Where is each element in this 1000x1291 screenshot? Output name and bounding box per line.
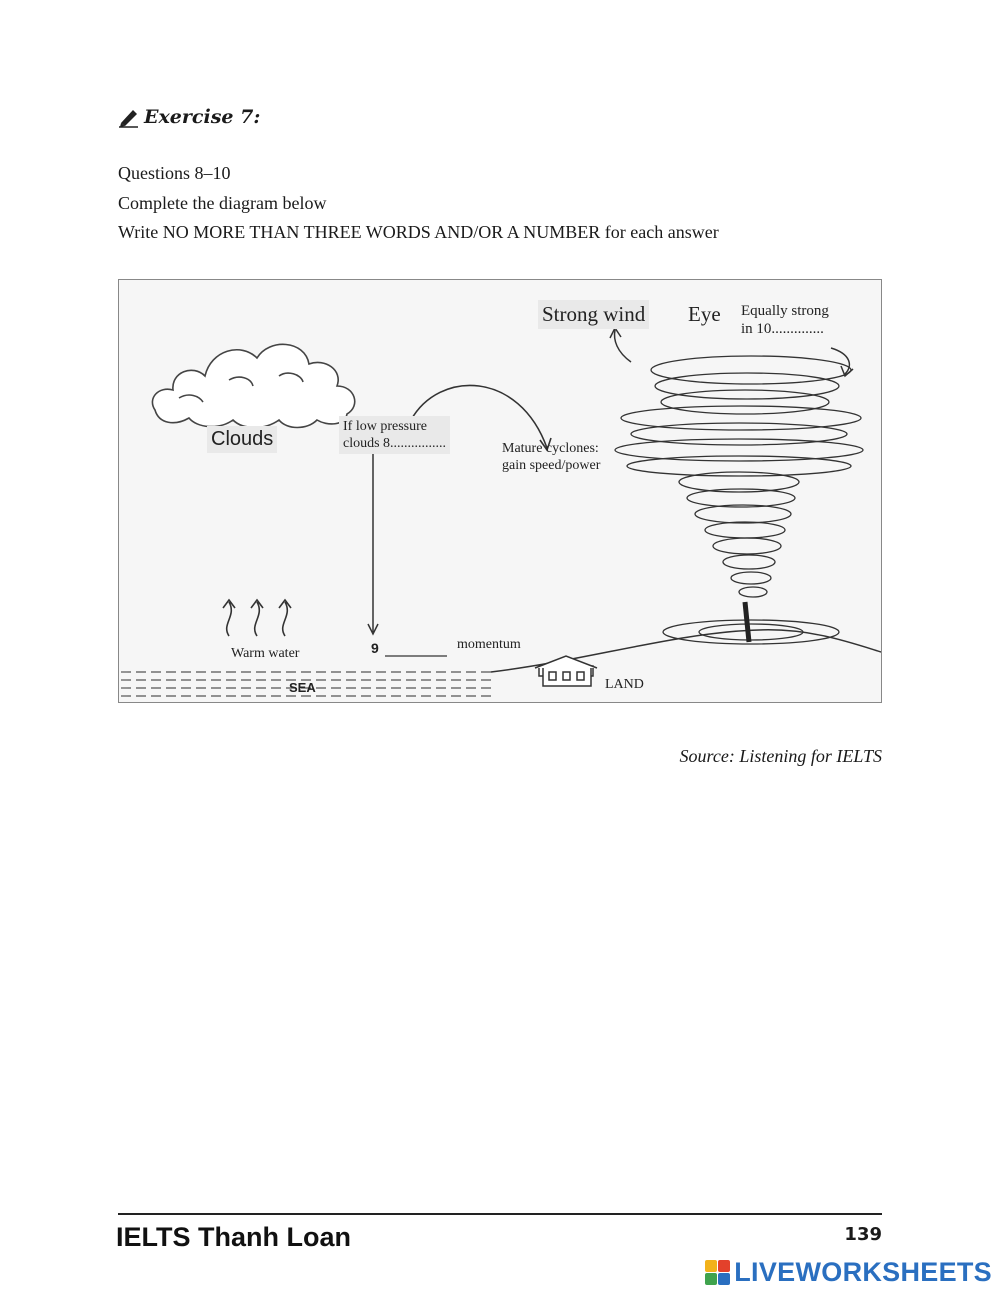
house-drawing: [535, 656, 597, 686]
label-blank-9: 9: [371, 640, 379, 656]
label-mature-cyclones: [502, 440, 600, 474]
footer-brand: IELTS Thanh Loan: [116, 1222, 351, 1252]
label-equally-line1: Equally strong: [741, 303, 829, 319]
watermark-text: LIVEWORKSHEETS: [734, 1257, 992, 1287]
label-warm-water: Warm water: [231, 646, 300, 661]
exercise-title: Exercise 7:: [144, 106, 261, 128]
label-mature-line1: Mature cyclones:: [502, 441, 599, 456]
page-number: 139: [844, 1224, 882, 1245]
label-strong-wind: Strong wind: [538, 300, 649, 329]
label-equally-line2: in 10..............: [741, 321, 824, 337]
label-low-pressure: [339, 416, 450, 454]
instruction-line-1: Complete the diagram below: [118, 193, 327, 213]
label-eye: Eye: [688, 302, 721, 326]
footer-rule: [118, 1213, 882, 1215]
tornado-drawing: [615, 356, 863, 644]
source-citation: Source: Listening for IELTS: [679, 746, 882, 766]
cyclone-diagram: [118, 279, 882, 703]
label-low-pressure-line2: clouds 8................: [343, 436, 447, 451]
questions-range: Questions 8–10: [118, 163, 231, 183]
instruction-line-2: Write NO MORE THAN THREE WORDS AND/OR A NUMBER for each answer: [118, 222, 719, 242]
label-clouds: Clouds: [207, 426, 277, 453]
label-momentum: momentum: [457, 637, 521, 652]
label-sea: SEA: [289, 680, 316, 695]
cloud-drawing: [152, 344, 354, 427]
label-land: LAND: [605, 677, 644, 692]
liveworksheets-logo-icon: [705, 1260, 730, 1285]
label-mature-line2: gain speed/power: [502, 458, 601, 473]
label-equally-strong: [741, 302, 829, 338]
liveworksheets-watermark[interactable]: [705, 1257, 992, 1288]
warm-water-arrows: [223, 600, 291, 636]
pencil-icon: [118, 106, 140, 128]
exercise-heading: [118, 106, 260, 128]
label-low-pressure-line1: If low pressure: [343, 419, 427, 434]
